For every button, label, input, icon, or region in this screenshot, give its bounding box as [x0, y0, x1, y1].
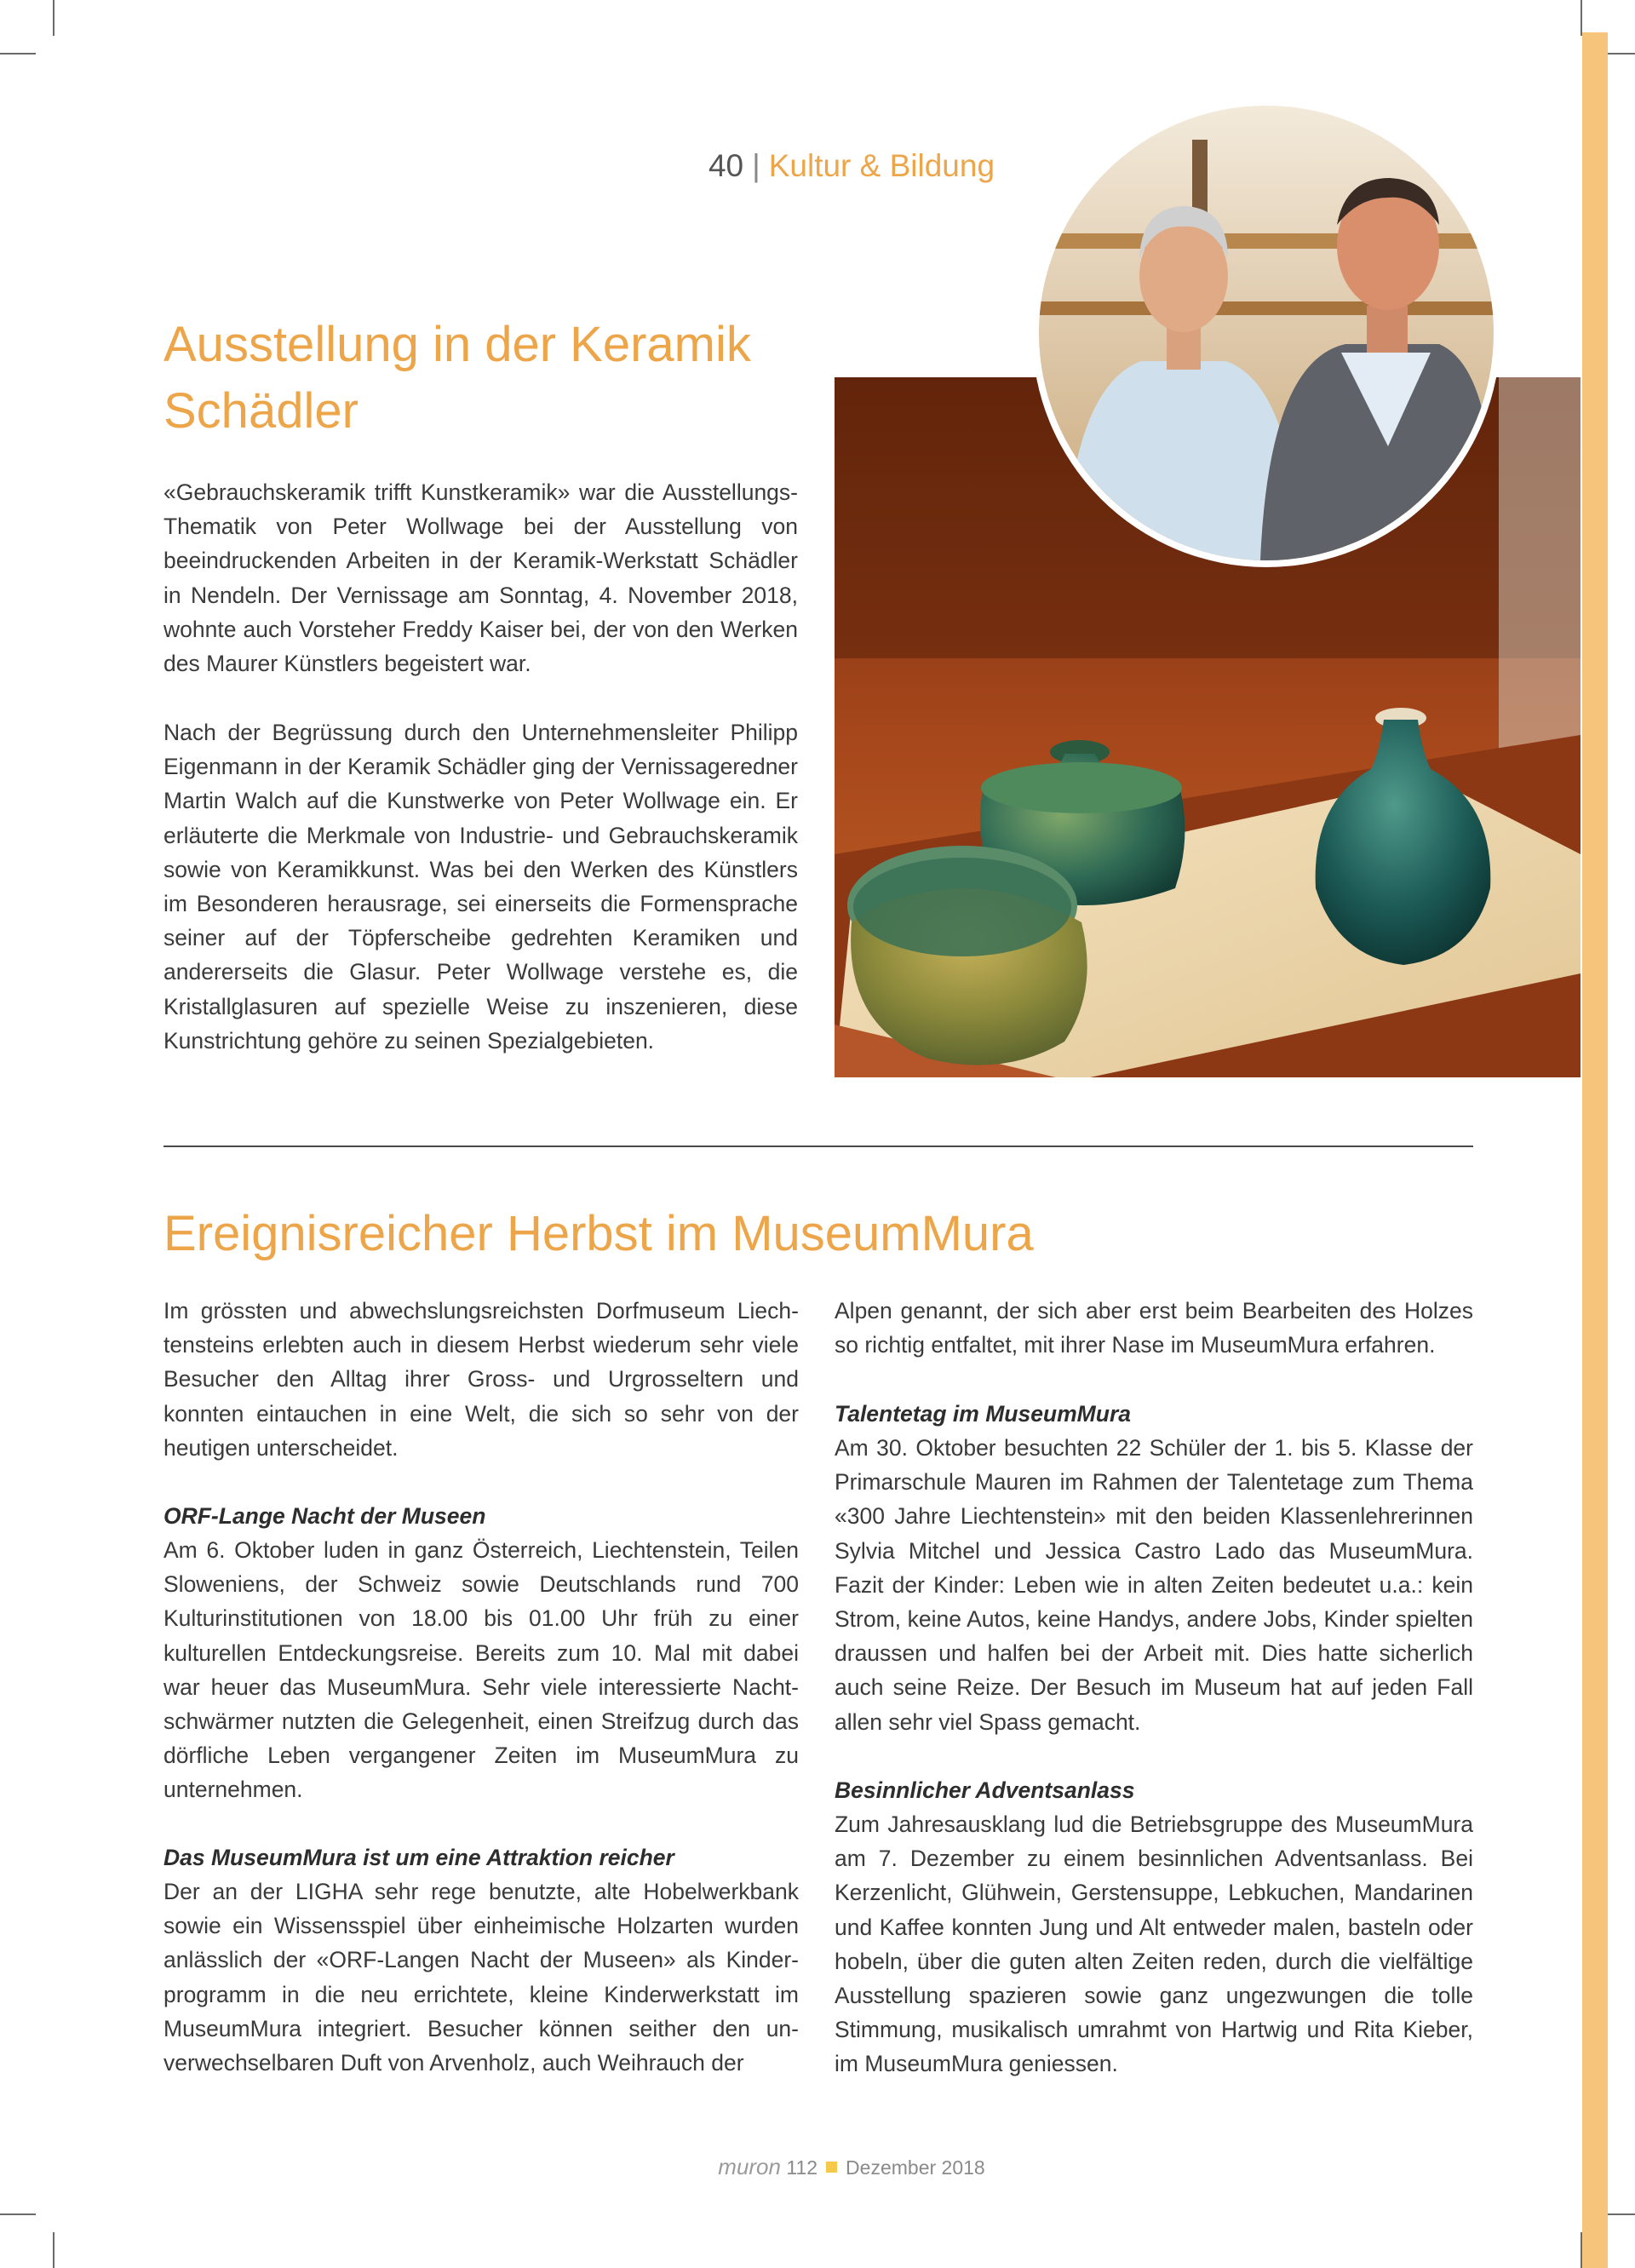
crop-mark [53, 0, 54, 36]
section-text: Am 30. Oktober besuchten 22 Schüler der 1. bis 5. Klasse der Primarschule Mauren im Rahmen der Talentetage zum Thema «300 Jahre Liechtenstein» mit den beiden Klassenlehrerinnen Sylvia Mitchel und Jessica Castro Lado das MuseumMura. Fazit der Kinder: Leben wie in alten Zeiten bedeutet u.a.: kein Strom, keine Autos, keine Handys, andere Jobs, Kinder spielten draussen und halfen bei der Arbeit mit. Dies hatte sicherlich auch seine Reize. Der Besuch im Museum hat auf jeden Fall allen sehr viel Spass gemacht. [835, 1435, 1473, 1735]
section-divider [164, 1145, 1473, 1147]
issue-date: Dezember 2018 [846, 2156, 985, 2179]
header-separator: | [752, 148, 760, 183]
portrait-circle-photo [1032, 99, 1500, 567]
section-text: Alpen genannt, der sich aber erst beim Bearbeiten des Holzes so richtig entfaltet, mit ihrer Nase im MuseumMura erfahren. [835, 1298, 1473, 1358]
crop-mark [1580, 0, 1582, 36]
crop-mark [53, 2232, 54, 2268]
crop-mark [0, 53, 36, 55]
article-title [164, 312, 845, 445]
magazine-name: muron [718, 2154, 781, 2179]
crop-mark [0, 2213, 36, 2215]
section-heading: Talentetag im MuseumMura [835, 1401, 1131, 1427]
section-heading: ORF-Lange Nacht der Museen [164, 1503, 486, 1529]
section-heading: Besinnlicher Adventsanlass [835, 1777, 1135, 1803]
page-header [596, 148, 1107, 184]
portrait-image [1039, 106, 1494, 560]
footer-square-icon [826, 2162, 837, 2173]
side-color-bar [1582, 32, 1608, 2268]
article-title-line-2: Schädler [164, 383, 359, 439]
article-intro: Im grössten und abwechslungsreichsten Dorfmuseum Liechtensteins erlebten auch in diesem Herbst wiederum sehr viele Besucher den Alltag ihrer Gross- und Urgrosseltern und konnten eintauchen in eine Welt, die sich so sehr von der heutigen unterscheidet. [164, 1298, 799, 1461]
section-text: Am 6. Oktober luden in ganz Österreich, Liechtenstein, Teilen Sloweniens, der Schweiz sowie Deutschlands rund 700 Kulturinstitutionen von 18.00 bis 01.00 Uhr früh zu einer kulturellen Entdeckungsreise. Bereits zum 10. Mal mit dabei war heuer das MuseumMura. Sehr viele interessierte Nachtschwärmer nutzten die Gelegenheit, einen Streifzug durch das dörfliche Leben vergangener Zeiten im MuseumMura zu unternehmen. [164, 1537, 799, 1803]
issue-number: 112 [786, 2156, 818, 2179]
section-heading: Das MuseumMura ist um eine Attraktion reicher [164, 1845, 674, 1870]
page-footer [596, 2154, 1107, 2180]
article-paragraph: Nach der Begrüssung durch den Unternehmensleiter Philipp Eigenmann in der Keramik Schädler ging der Vernissageredner Martin Walch auf die Kunstwerke von Peter Wollwage ein. Er erläuterte die Merkmale von Industrie- und Gebrauchskeramik sowie von Keramikkunst. Was bei den Werken des Künstlers im Besonderen herausrage, sei einerseits die Formensprache seiner auf der Töpferscheibe gedrehten Keramiken und andererseits die Glasur. Peter Wollwage verstehe es, die Kristallglasuren auf spezielle Weise zu inszenieren, diese Kunstrichtung gehöre zu seinen Spezialgebieten. [164, 720, 798, 1054]
section-name: Kultur & Bildung [768, 148, 995, 183]
section-text: Zum Jahresausklang lud die Betriebsgruppe des MuseumMura am 7. Dezember zu einem besinnlichen Adventsanlass. Bei Kerzenlicht, Glühwein, Gerstensuppe, Lebkuchen, Mandarinen und Kaffee konnten Jung und Alt entweder malen, basteln oder hobeln, über die guten alten Zeiten reden, durch die vielfältige Ausstellung spazieren sowie ganz ungezwungen die tolle Stimmung, musikalisch umrahmt von Hartwig und Rita Kieber, im MuseumMura geniessen. [835, 1812, 1473, 2077]
page-number: 40 [708, 148, 744, 183]
article-title-line-1: Ausstellung in der Keramik [164, 317, 751, 372]
article-title: Ereignisreicher Herbst im MuseumMura [164, 1206, 1034, 1261]
section-text: Der an der LIGHA sehr rege benutzte, alte Hobelwerkbank sowie ein Wissensspiel über einheimische Holzarten wurden anlässlich der «ORF-Langen Nacht der Museen» als Kinderprogramm in die neu errichtete, kleine Kinderwerkstatt im MuseumMura integriert. Besucher können seither den unverwechselbaren Duft von Arvenholz, auch Weihrauch der [164, 1879, 799, 2076]
article-paragraph: «Gebrauchskeramik trifft Kunstkeramik» war die Ausstellungs-Thematik von Peter Wollwage bei der Ausstellung von beeindruckenden Arbeiten in der Keramik-Werkstatt Schädler in Nendeln. Der Vernissage am Sonntag, 4. November 2018, wohnte auch Vorsteher Freddy Kaiser bei, der von den Werken des Maurer Künstlers begeistert war. [164, 479, 798, 677]
